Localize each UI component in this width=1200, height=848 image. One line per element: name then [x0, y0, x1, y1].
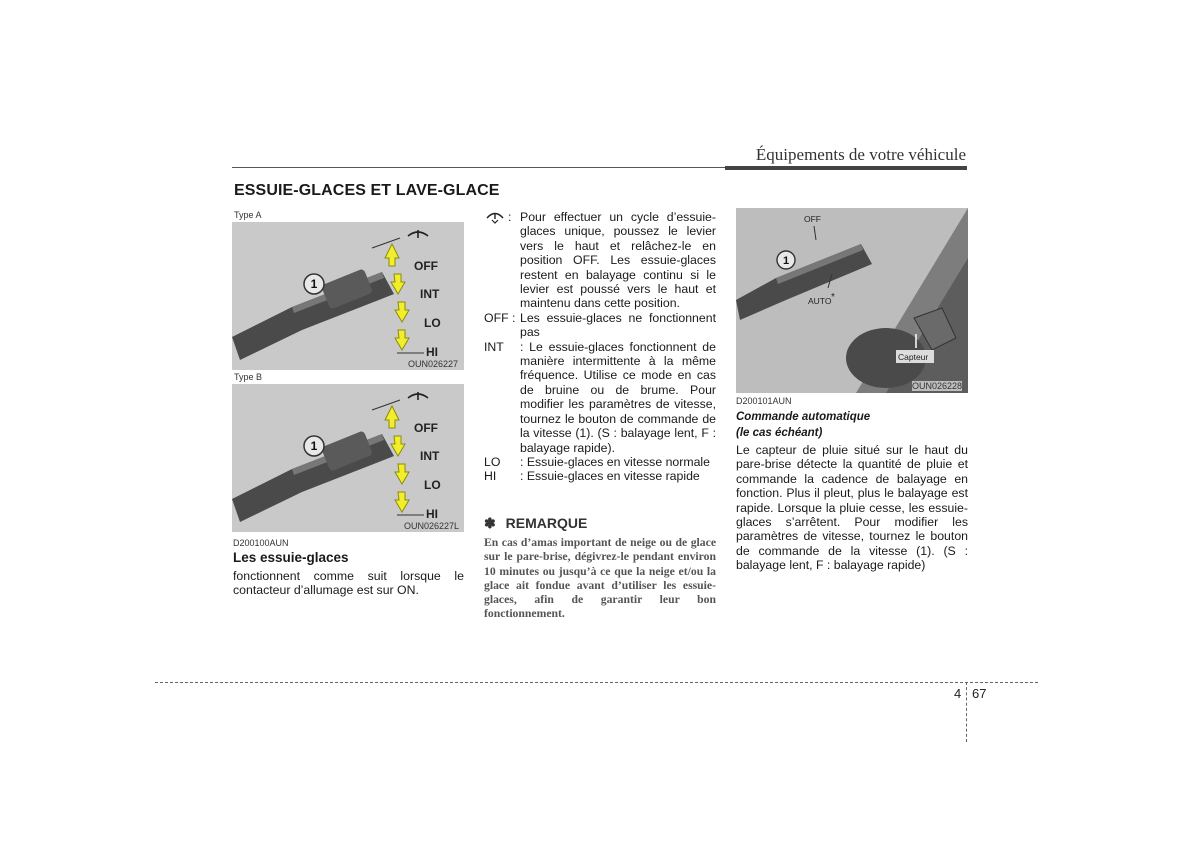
definition-term: :	[508, 210, 512, 224]
section-title: ESSUIE-GLACES ET LAVE-GLACE	[234, 182, 500, 199]
position-hi-label: HI	[426, 345, 438, 359]
subheading-line: Commande automatique	[736, 411, 871, 423]
definition-desc: : Essuie-glaces en vitesse normale	[520, 454, 711, 469]
page-number: 67	[972, 686, 987, 701]
position-off-label: OFF	[414, 259, 438, 273]
off-callout-label: OFF	[804, 214, 821, 224]
position-int-label: INT	[420, 449, 440, 463]
header-rule-accent	[725, 166, 967, 170]
position-hi-label: HI	[426, 507, 438, 521]
definition-int	[484, 340, 716, 455]
figure-type-b-label: Type B	[234, 372, 263, 382]
definition-term: LO	[484, 454, 501, 469]
wiper-icon	[408, 230, 428, 238]
note-asterisk-icon: ✽	[484, 515, 496, 531]
chapter-number: 4	[954, 686, 962, 701]
figure-type-a-label: Type A	[234, 210, 262, 220]
note-body: En cas d’amas important de neige ou de glace sur le pare-brise, dégivrez-le pendant environ 10 minutes ou jusqu’à ce que la neige et/ou la glace ait fondue avant d’utiliser les essuie-glaces, afin de garantir leur bon fonctionnement.	[484, 536, 716, 621]
definition-desc: : Essuie-glaces en vitesse rapide	[520, 469, 700, 484]
wiper-icon	[408, 392, 428, 400]
position-off-label: OFF	[414, 421, 438, 435]
reference-code: D200100AUN	[233, 538, 289, 548]
definition-term: HI	[484, 469, 497, 484]
running-header: Équipements de votre véhicule	[755, 145, 966, 164]
paragraph-wipers-intro: fonctionnent comme suit lorsque le contacteur d’allumage est sur ON.	[233, 569, 464, 598]
definition-off	[484, 311, 716, 340]
definition-term: INT	[484, 339, 504, 354]
definition-term: OFF :	[484, 310, 516, 325]
speed-knob-number: 1	[782, 255, 790, 267]
wiper-stalk-figure-type-b	[232, 384, 464, 532]
position-int-label: INT	[420, 287, 440, 301]
reference-code: D200101AUN	[736, 396, 792, 406]
auto-star: *	[831, 292, 835, 303]
speed-knob-number: 1	[310, 439, 318, 453]
note-heading	[484, 515, 587, 532]
definition-hi	[484, 469, 716, 483]
subheading-wipers: Les essuie-glaces	[233, 550, 349, 565]
position-lo-label: LO	[424, 478, 441, 492]
definition-desc: Pour effectuer un cycle d’essuie-glaces unique, poussez le levier vers le haut et relâchez-le en position OFF. Les essuie-glaces restent en balayage continu si le levier est poussé vers le haut et maintenu dans cette position.	[520, 210, 716, 311]
auto-callout-label: AUTO	[808, 296, 832, 306]
definition-lo	[484, 455, 716, 469]
definition-desc: Les essuie-glaces ne fonctionnent pas	[520, 310, 716, 340]
subheading-auto-control	[736, 409, 870, 441]
subheading-line: (le cas échéant)	[736, 427, 823, 439]
figure-code: OUN026228	[912, 381, 963, 391]
sensor-callout-label: Capteur	[898, 352, 929, 362]
mist-wiper-icon	[484, 210, 506, 224]
definition-desc: : Le essuie-glaces fonctionnent de manière intermittente à la même fréquence. Utilise ce mode en cas de bruine ou de brume. Pour modifier les paramètres de vitesse, tournez le bouton de commande de la vitesse (1). (S : balayage lent, F : balayage rapide).	[520, 339, 716, 455]
position-lo-label: LO	[424, 316, 441, 330]
auto-wiper-figure	[736, 208, 968, 393]
definition-mist	[484, 210, 716, 311]
figure-code: OUN026227L	[404, 521, 460, 531]
paragraph-rain-sensor: Le capteur de pluie situé sur le haut du pare-brise détecte la quantité de pluie et commande la cadence de balayage en fonction. Plus il pleut, plus le balayage est rapide. Lorsque la pluie cesse, les essuie-glaces s’arrêtent. Pour modifier les paramètres de vitesse, tournez le bouton de commande de la vitesse (1). (S : balayage lent, F : balayage rapide)	[736, 443, 968, 573]
definition-list	[484, 210, 716, 484]
footer-divider	[966, 682, 967, 742]
note-title: REMARQUE	[505, 515, 588, 531]
figure-code: OUN026227	[408, 359, 459, 369]
wiper-stalk-figure-type-a	[232, 222, 464, 370]
speed-knob-number: 1	[310, 277, 318, 291]
footer-rule	[155, 682, 1038, 683]
